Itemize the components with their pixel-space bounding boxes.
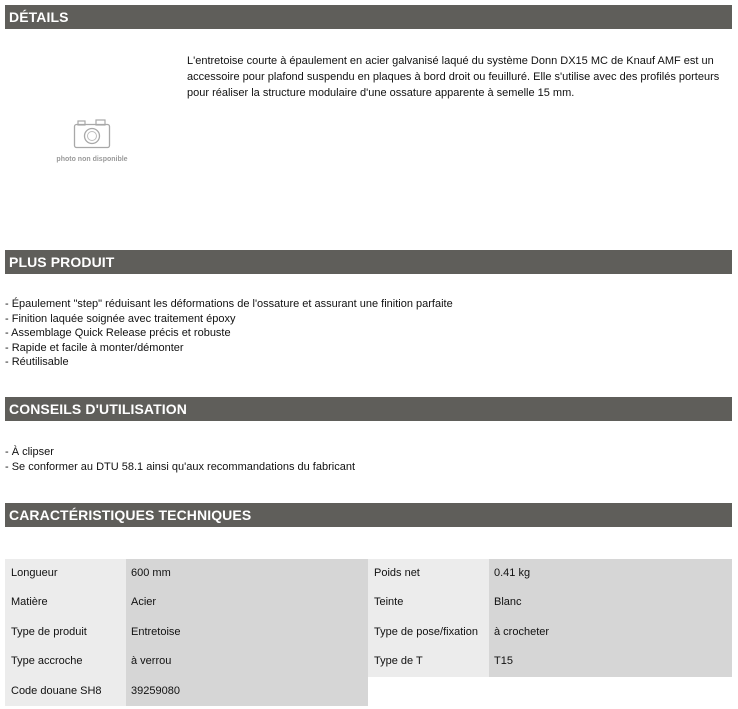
- spec-value: 0.41 kg: [489, 559, 732, 588]
- spec-label: Poids net: [368, 559, 489, 588]
- spec-value: Blanc: [489, 588, 732, 617]
- conseils-list: [5, 445, 355, 474]
- spec-value: à crocheter: [489, 618, 732, 647]
- product-photo-placeholder: [44, 118, 140, 174]
- specs-table: [5, 559, 732, 706]
- product-description: [187, 53, 735, 101]
- spec-label: Type accroche: [5, 647, 126, 676]
- section-header-caracteristiques: CARACTÉRISTIQUES TECHNIQUES: [5, 503, 732, 527]
- plus-produit-list: [5, 297, 453, 370]
- section-header-conseils: CONSEILS D'UTILISATION: [5, 397, 732, 421]
- section-header-plus-produit: PLUS PRODUIT: [5, 250, 732, 274]
- list-item: - À clipser: [5, 446, 54, 458]
- list-item: - Épaulement "step" réduisant les déformations de l'ossature et assurant une finition parfaite: [5, 298, 453, 310]
- section-header-details: DÉTAILS: [5, 5, 732, 29]
- spec-label: Longueur: [5, 559, 126, 588]
- spec-label: Type de produit: [5, 618, 126, 647]
- spec-value: 600 mm: [126, 559, 368, 588]
- description-line: accessoire pour plafond suspendu en plaques à bord droit ou feuilluré. Elle s'utilise avec des profilés porteurs: [187, 71, 720, 83]
- spec-value: à verrou: [126, 647, 368, 676]
- spec-value: Entretoise: [126, 618, 368, 647]
- spec-label: Teinte: [368, 588, 489, 617]
- spec-label: Type de T: [368, 647, 489, 676]
- description-line: L'entretoise courte à épaulement en acier galvanisé laqué du système Donn DX15 MC de Knauf AMF est un: [187, 55, 714, 67]
- spec-value: T15: [489, 647, 732, 676]
- list-item: - Rapide et facile à monter/démonter: [5, 341, 184, 354]
- list-item: - Se conformer au DTU 58.1 ainsi qu'aux recommandations du fabricant: [5, 460, 355, 473]
- list-item: - Assemblage Quick Release précis et robuste: [5, 327, 231, 340]
- spec-value: 39259080: [126, 677, 368, 706]
- spec-label: Code douane SH8: [5, 677, 126, 706]
- spec-label: Matière: [5, 588, 126, 617]
- camera-icon: [73, 118, 111, 150]
- list-item: - Finition laquée soignée avec traitement époxy: [5, 312, 236, 325]
- list-item: - Réutilisable: [5, 356, 69, 369]
- description-line: pour réaliser la structure modulaire d'une ossature apparente à semelle 15 mm.: [187, 87, 575, 99]
- spec-value: Acier: [126, 588, 368, 617]
- spec-label: Type de pose/fixation: [368, 618, 489, 647]
- photo-caption: photo non disponible: [56, 156, 128, 163]
